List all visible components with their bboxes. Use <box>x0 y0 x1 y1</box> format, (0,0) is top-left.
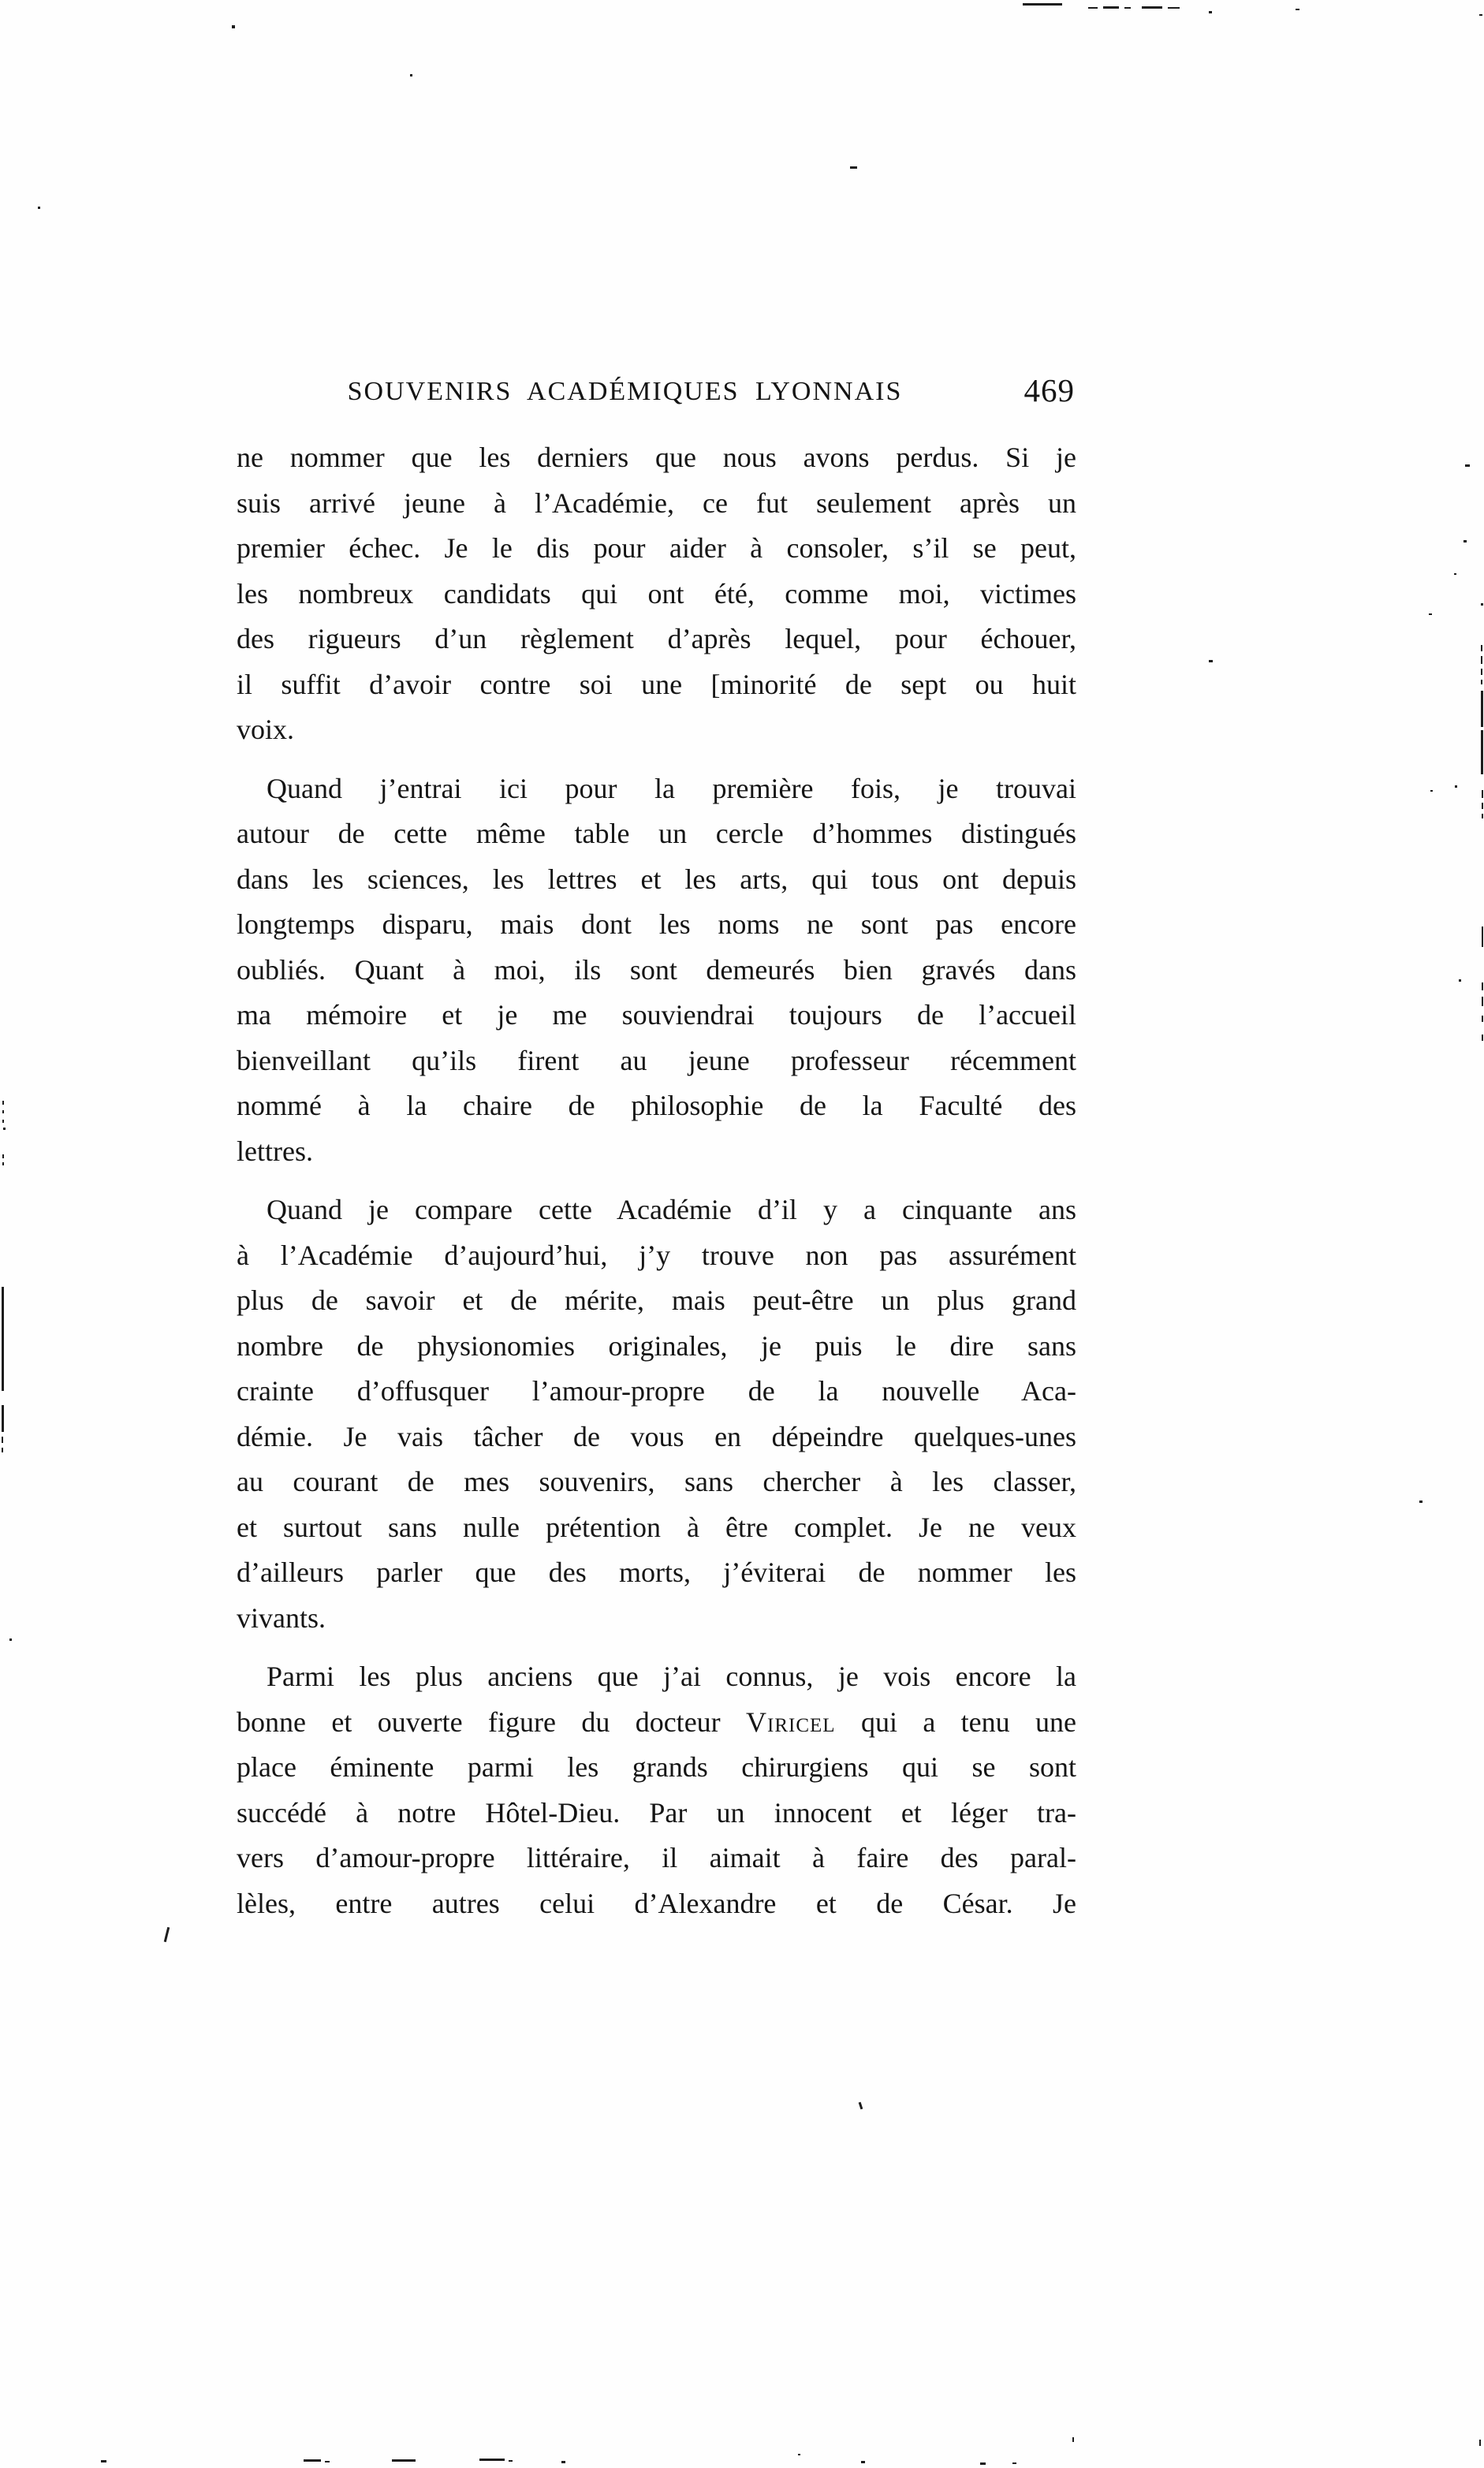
scan-artifact <box>1482 814 1483 818</box>
scan-artifact <box>164 1927 170 1942</box>
text-line: vers d’amour-propre littéraire, il aimait à faire des paral- <box>237 1842 1076 1873</box>
scan-artifact <box>479 2459 505 2461</box>
text-line: premier échec. Je le dis pour aider à consoler, s’il se peut, <box>237 532 1076 564</box>
scan-artifact <box>2 1110 4 1113</box>
scan-artifact <box>1088 7 1098 9</box>
scan-artifact <box>1482 997 1483 1006</box>
text-line: bonne et ouverte figure du docteur Viricel qui a tenu une <box>237 1706 1076 1738</box>
text-block <box>237 435 1076 1926</box>
scan-artifact <box>392 2459 416 2462</box>
scan-artifact <box>1455 785 1457 788</box>
scan-artifact <box>1481 603 1483 606</box>
scan-artifact <box>1124 7 1131 9</box>
scan-artifact <box>2 1154 4 1158</box>
text-line: lettres. <box>237 1135 313 1167</box>
scan-artifact <box>1482 1016 1483 1022</box>
scan-artifact <box>861 2461 865 2463</box>
scan-artifact <box>2 1405 4 1432</box>
scan-artifact <box>1103 6 1119 9</box>
scan-artifact <box>1482 982 1483 990</box>
text-line: il suffit d’avoir contre soi une [minorité de sept ou huit <box>237 668 1076 700</box>
scan-artifact <box>1168 7 1180 9</box>
page-header <box>237 372 1076 415</box>
text-line: et surtout sans nulle prétention à être complet. Je ne veux <box>237 1511 1076 1543</box>
scan-artifact <box>1481 680 1482 684</box>
scan-artifact <box>859 2102 863 2109</box>
scan-artifact <box>1479 2440 1481 2446</box>
scan-artifact <box>1479 14 1482 16</box>
scan-artifact <box>1012 2462 1016 2464</box>
small-caps-name: Viricel <box>746 1706 836 1738</box>
text-line: longtemps disparu, mais dont les noms ne sont pas encore <box>237 908 1076 940</box>
paragraph <box>237 435 1076 753</box>
text-line: bienveillant qu’ils firent au jeune professeur récemment <box>237 1044 1076 1076</box>
scan-artifact <box>1209 660 1213 662</box>
text-line: succédé à notre Hôtel-Dieu. Par un innocent et léger tra- <box>237 1796 1076 1829</box>
scan-artifact <box>325 2461 330 2462</box>
scan-artifact <box>980 2462 986 2465</box>
scan-artifact <box>1296 9 1299 10</box>
scan-artifact <box>1482 926 1483 947</box>
running-title: SOUVENIRS ACADÉMIQUES LYONNAIS <box>347 377 903 406</box>
text-line: d’ailleurs parler que des morts, j’éviterai de nommer les <box>237 1556 1076 1588</box>
scan-artifact <box>1481 645 1482 651</box>
text-line: ne nommer que les derniers que nous avons perdus. Si je <box>237 442 1076 473</box>
scan-artifact <box>38 207 40 209</box>
text-line: suis arrivé jeune à l’Académie, ce fut seulement après un <box>237 487 1076 519</box>
scan-artifact <box>1481 730 1483 774</box>
scan-artifact <box>1419 1501 1422 1503</box>
scan-artifact <box>1481 669 1482 675</box>
text-line: les nombreux candidats qui ont été, comme moi, victimes <box>237 577 1076 610</box>
scan-artifact <box>101 2460 106 2462</box>
text-line: dans les sciences, les lettres et les arts, qui tous ont depuis <box>237 863 1076 895</box>
text-line: voix. <box>237 714 295 745</box>
scan-artifact <box>1142 6 1162 9</box>
scan-artifact <box>1429 613 1432 615</box>
paragraph <box>237 1654 1076 1926</box>
scan-artifact <box>2 1448 3 1452</box>
scan-artifact <box>798 2454 800 2455</box>
scan-artifact <box>1465 464 1470 467</box>
scan-artifact <box>1459 979 1461 982</box>
scan-artifact <box>1482 1035 1483 1041</box>
text-line: place éminente parmi les grands chirurgiens qui se sont <box>237 1751 1076 1783</box>
text-line: nommé à la chaire de philosophie de la Faculté des <box>237 1090 1076 1121</box>
scan-artifact <box>2 1101 4 1105</box>
text-line: démie. Je vais tâcher de vous en dépeindre quelques-unes <box>237 1420 1076 1452</box>
text-line: au courant de mes souvenirs, sans chercher à les classer, <box>237 1466 1076 1497</box>
scan-artifact <box>509 2460 513 2462</box>
text-line: lèles, entre autres celui d’Alexandre et de César. Je <box>237 1887 1076 1919</box>
text-line: à l’Académie d’aujourd’hui, j’y trouve non pas assurément <box>237 1239 1076 1271</box>
scan-artifact <box>1481 656 1482 664</box>
scan-artifact <box>1430 790 1433 792</box>
scan-artifact <box>1072 2437 1074 2442</box>
page-number: 469 <box>1024 372 1075 408</box>
scan-artifact <box>3 1128 6 1130</box>
scan-artifact <box>1482 803 1483 809</box>
text-line: ma mémoire et je me souviendrai toujours de l’accueil <box>237 999 1076 1031</box>
scan-artifact <box>2 1287 4 1391</box>
text-line: plus de savoir et de mérite, mais peut-être un plus grand <box>237 1284 1076 1316</box>
scan-artifact <box>9 1638 12 1641</box>
scan-artifact <box>1454 573 1456 575</box>
text-line: autour de cette même table un cercle d’hommes distingués <box>237 818 1076 849</box>
text-line: crainte d’offusquer l’amour-propre de la nouvelle Aca- <box>237 1375 1076 1407</box>
scan-artifact <box>1209 11 1212 13</box>
scan-artifact <box>1481 691 1483 727</box>
paragraph <box>237 766 1076 1175</box>
text-line: Quand je compare cette Académie d’il y a cinquante ans <box>267 1194 1076 1225</box>
text-line: vivants. <box>237 1601 326 1634</box>
text-line: Parmi les plus anciens que j’ai connus, je vois encore la <box>267 1661 1076 1692</box>
paragraph <box>237 1187 1076 1641</box>
scan-artifact <box>232 25 235 28</box>
text-line: oubliés. Quant à moi, ils sont demeurés bien gravés dans <box>237 953 1076 986</box>
scan-artifact <box>850 166 857 169</box>
scan-artifact <box>304 2459 321 2462</box>
text-line: nombre de physionomies originales, je puis le dire sans <box>237 1329 1076 1362</box>
scan-artifact <box>2 1162 4 1165</box>
scan-artifact <box>561 2461 565 2463</box>
text-line: des rigueurs d’un règlement d’après lequel, pour échouer, <box>237 623 1076 654</box>
scan-artifact <box>1463 540 1467 542</box>
scan-artifact <box>2 1437 3 1443</box>
scan-artifact <box>1482 790 1483 798</box>
scan-artifact <box>1023 3 1062 6</box>
scan-artifact <box>2 1120 4 1123</box>
scan-artifact <box>410 74 412 76</box>
text-line: Quand j’entrai ici pour la première fois, je trouvai <box>267 772 1076 804</box>
